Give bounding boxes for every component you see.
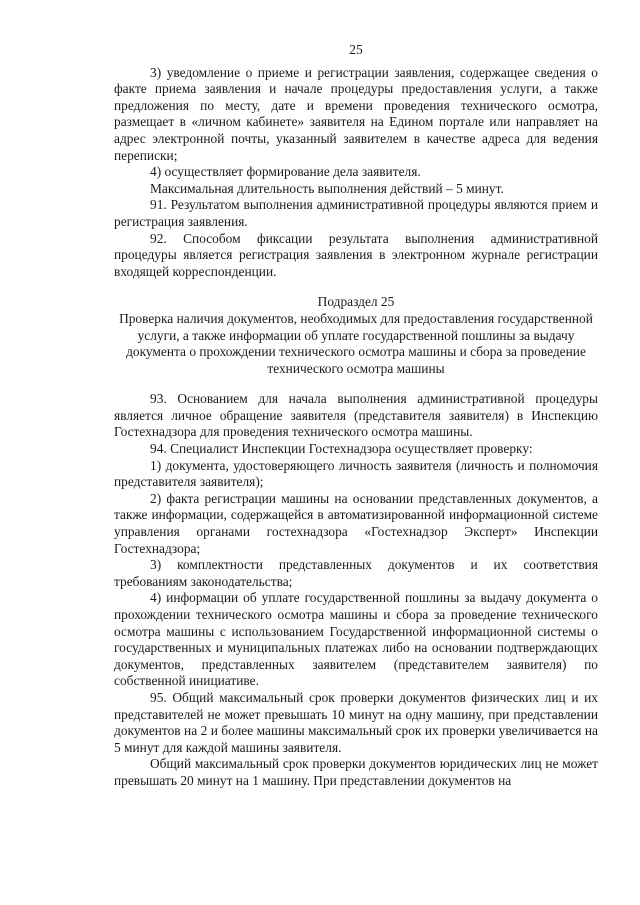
paragraph-92: 92. Способом фиксации результата выполнения административной процедуры является регистрация заявления в электронном журнале регистрации входящей корреспонденции. [114, 230, 598, 279]
paragraph-item-3-notification: 3) уведомление о приеме и регистрации заявления, содержащее сведения о факте приема заявления и начале процедуры предоставления услуги, а также предложения по месту, дате и времени проведения технического осмотра, размещает в «личном кабинете» заявителя на Едином портале или направляет на адрес электронной почты, указанный заявителем в качестве адреса для ведения переписки; [114, 64, 598, 163]
paragraph-legal-entities: Общий максимальный срок проверки документов юридических лиц не может превышать 20 минут на 1 машину. При представлении документов на [114, 756, 598, 788]
paragraph-91: 91. Результатом выполнения административной процедуры являются прием и регистрация заявления. [114, 197, 598, 229]
paragraph-94-item-3: 3) комплектности представленных документов и их соответствия требованиям законодательства; [114, 557, 598, 589]
paragraph-95: 95. Общий максимальный срок проверки документов физических лиц и их представителей не может превышать 10 минут на одну машину, при представлении документов на 2 и более машины максимальный срок их проверки увеличивается на 5 минут для каждой машины заявителя. [114, 689, 598, 755]
paragraph-max-duration: Максимальная длительность выполнения действий – 5 минут. [150, 180, 504, 196]
paragraph-93: 93. Основанием для начала выполнения административной процедуры является личное обращение заявителя (представителя заявителя) в Инспекцию Гостехнадзора для проведения технического осмотра машины. [114, 391, 598, 440]
paragraph-94: 94. Специалист Инспекции Гостехнадзора осуществляет проверку: [150, 441, 533, 457]
paragraph-94-item-4: 4) информации об уплате государственной пошлины за выдачу документа о прохождении технического осмотра машины и сбора за проведение технического осмотра машины с использованием Государственной информационной системы о государственных и муниципальных платежах либо на основании подтверждающих документов, представленных заявителем (представителем заявителя) по собственной инициативе. [114, 590, 598, 689]
paragraph-94-item-1: 1) документа, удостоверяющего личность заявителя (личность и полномочия представителя заявителя); [114, 457, 598, 490]
subsection-heading: Проверка наличия документов, необходимых для предоставления государственной услуги, а также информации об уплате государственной пошлины за выдачу документа о прохождении технического осмотра машины и сбора за проведение технического осмотра машины [119, 310, 593, 376]
page-number: 25 [349, 42, 363, 57]
paragraph-94-item-2: 2) факта регистрации машины на основании представленных документов, а также информации, содержащейся в автоматизированной информационной системе управления органами гостехнадзора «Гостехнадзор Эксперт» Инспекции Гостехнадзора; [114, 490, 598, 556]
paragraph-item-4-case-file: 4) осуществляет формирование дела заявителя. [150, 164, 421, 180]
subsection-title: Подраздел 25 [317, 294, 395, 310]
